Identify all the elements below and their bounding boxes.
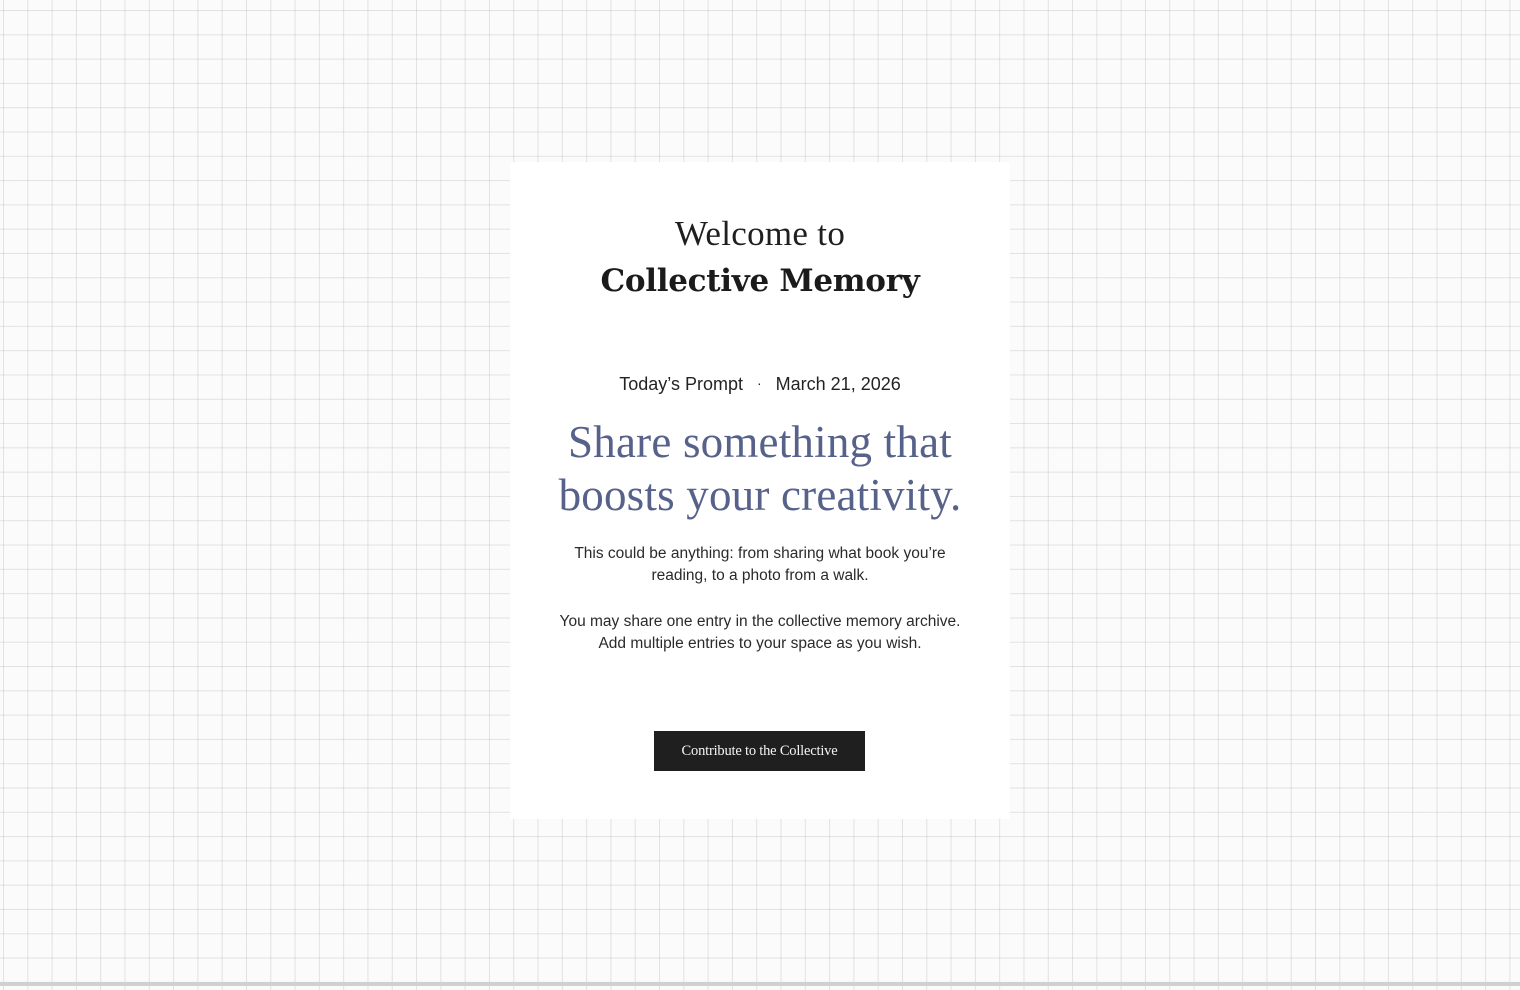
separator-dot: · bbox=[756, 375, 762, 391]
prompt-note: You may share one entry in the collective memory archive. Add multiple entries to your space as you wish. bbox=[559, 613, 961, 652]
prompt-headline: Share something that boosts your creativity. bbox=[558, 417, 962, 520]
welcome-card bbox=[510, 162, 1010, 819]
prompt-date: March 21, 2026 bbox=[775, 374, 901, 394]
contribute-button[interactable]: Contribute to the Collective bbox=[654, 731, 865, 771]
bottom-divider bbox=[0, 982, 1520, 986]
prompt-label: Today’s Prompt bbox=[619, 374, 743, 394]
prompt-meta bbox=[510, 370, 1010, 397]
app-title: Collective Memory bbox=[600, 263, 920, 299]
welcome-heading: Welcome to bbox=[674, 214, 846, 253]
prompt-description: This could be anything: from sharing what book you’re reading, to a photo from a walk. bbox=[574, 545, 946, 584]
